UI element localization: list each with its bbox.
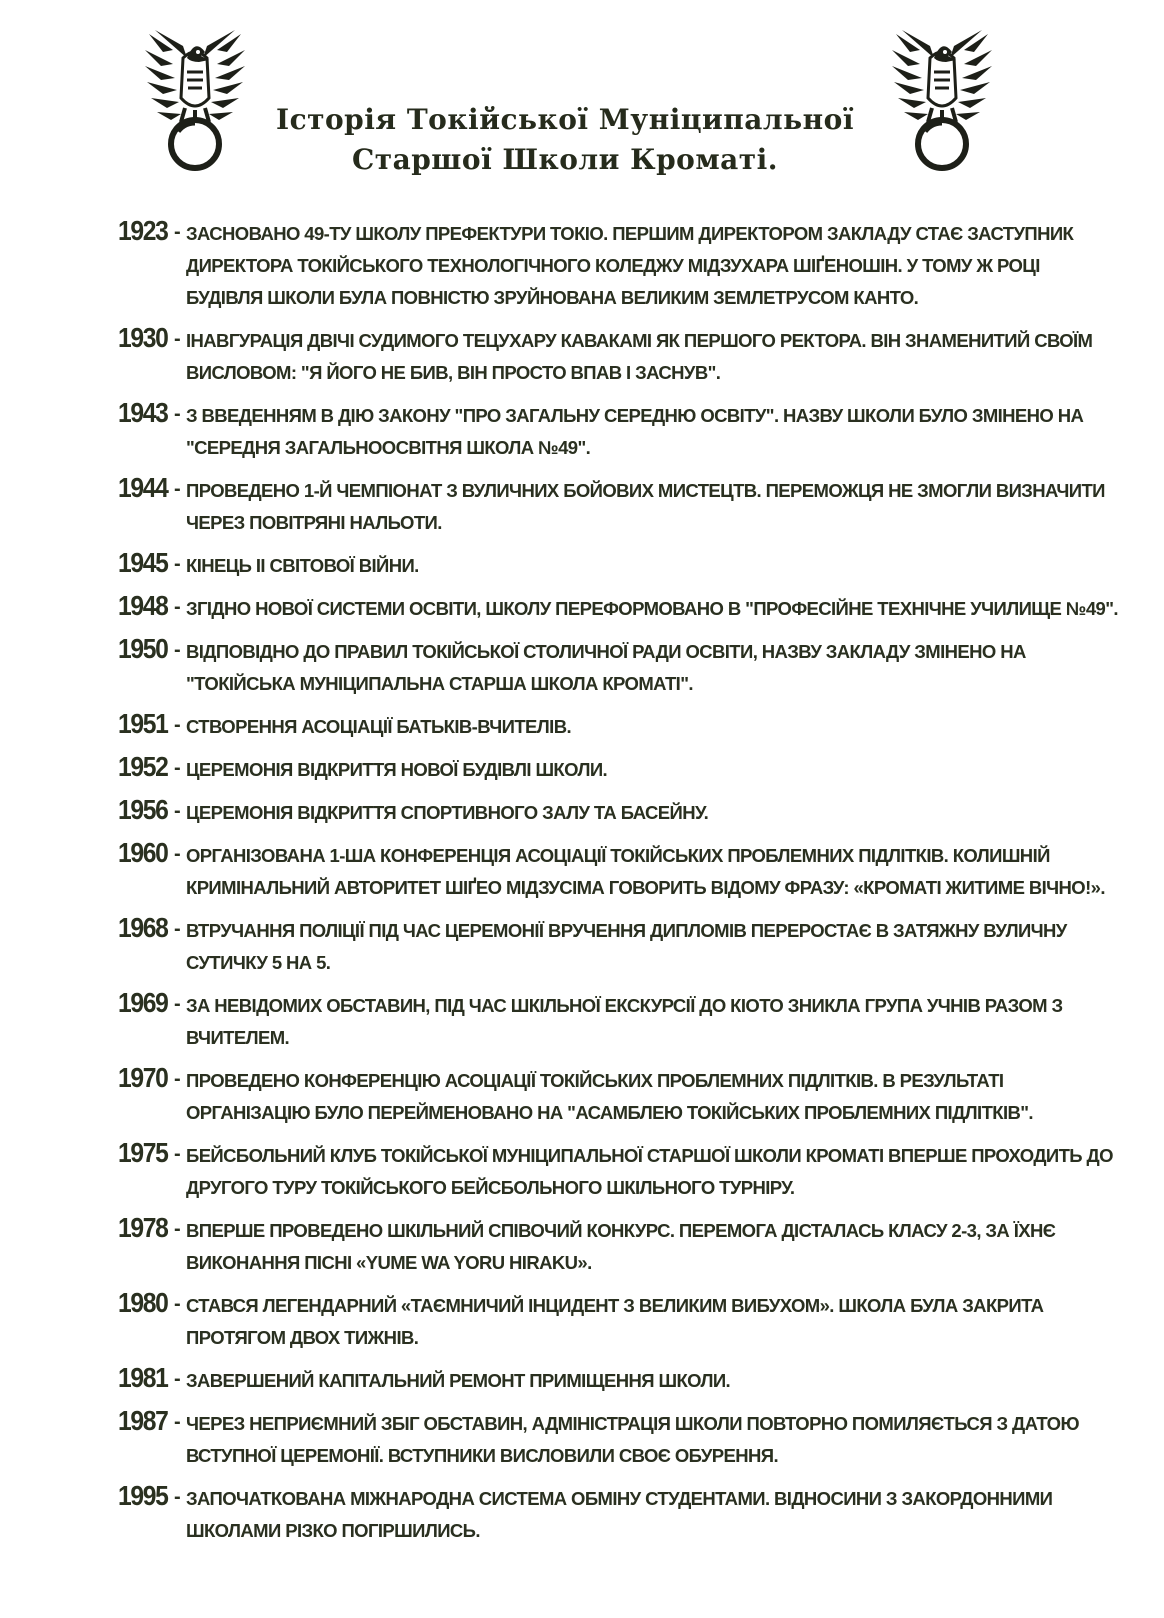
timeline-dash: - bbox=[174, 478, 181, 500]
timeline-description bbox=[186, 754, 1048, 786]
timeline-year: 1970 bbox=[118, 1062, 168, 1093]
eagle-emblem-icon bbox=[890, 28, 994, 172]
timeline-entry bbox=[118, 837, 1105, 904]
timeline-description-line: ПРОВЕДЕНО 1-Й ЧЕМПІОНАТ З ВУЛИЧНИХ БОЙОВИХ МИСТЕЦТВ. ПЕРЕМОЖЦЯ НЕ ЗМОГЛИ ВИЗНАЧИТИ bbox=[186, 480, 1105, 501]
timeline-entry bbox=[118, 397, 1084, 464]
timeline-year: 1943 bbox=[118, 397, 168, 428]
timeline-description-line: ЦЕРЕМОНІЯ ВІДКРИТТЯ НОВОЇ БУДІВЛІ ШКОЛИ. bbox=[186, 759, 608, 780]
timeline-dash: - bbox=[174, 553, 181, 575]
timeline-entry bbox=[118, 708, 1048, 743]
timeline-year: 1950 bbox=[118, 633, 168, 664]
timeline-description-line: ВЧИТЕЛЕМ. bbox=[186, 1027, 290, 1048]
timeline-description-line: ЦЕРЕМОНІЯ ВІДКРИТТЯ СПОРТИВНОГО ЗАЛУ ТА БАСЕЙНУ. bbox=[186, 802, 709, 823]
timeline-entry bbox=[118, 590, 1118, 625]
timeline-year: 1969 bbox=[118, 987, 168, 1018]
timeline-description bbox=[186, 636, 1048, 700]
timeline-year: 1987 bbox=[118, 1405, 168, 1436]
timeline-description-line: З ВВЕДЕННЯМ В ДІЮ ЗАКОНУ "ПРО ЗАГАЛЬНУ СЕРЕДНЮ ОСВІТУ". НАЗВУ ШКОЛИ БУЛО ЗМІНЕНО НА bbox=[186, 405, 1084, 426]
timeline-year: 1945 bbox=[118, 547, 168, 578]
timeline-year: 1960 bbox=[118, 837, 168, 868]
timeline-description-line: "ТОКІЙСЬКА МУНІЦИПАЛЬНА СТАРША ШКОЛА КРОМАТІ". bbox=[186, 673, 693, 694]
timeline-description-line: ЗА НЕВІДОМИХ ОБСТАВИН, ПІД ЧАС ШКІЛЬНОЇ ЕКСКУРСІЇ ДО КІОТО ЗНИКЛА ГРУПА УЧНІВ РАЗОМ З bbox=[186, 995, 1063, 1016]
timeline-entry bbox=[118, 1212, 1056, 1279]
timeline-entry bbox=[118, 1362, 1048, 1397]
timeline-description bbox=[186, 475, 1105, 539]
timeline-description-line: ВПЕРШЕ ПРОВЕДЕНО ШКІЛЬНИЙ СПІВОЧИЙ КОНКУРС. ПЕРЕМОГА ДІСТАЛАСЬ КЛАСУ 2-3, ЗА ЇХНЄ bbox=[186, 1220, 1056, 1241]
timeline-entry bbox=[118, 215, 1074, 314]
timeline-entry bbox=[118, 322, 1093, 389]
timeline-description-line: ВТРУЧАННЯ ПОЛІЦІЇ ПІД ЧАС ЦЕРЕМОНІЇ ВРУЧЕННЯ ДИПЛОМІВ ПЕРЕРОСТАЄ В ЗАТЯЖНУ ВУЛИЧНУ bbox=[186, 920, 1067, 941]
timeline-description-line: ЗАСНОВАНО 49-ТУ ШКОЛУ ПРЕФЕКТУРИ ТОКІО. ПЕРШИМ ДИРЕКТОРОМ ЗАКЛАДУ СТАЄ ЗАСТУПНИК bbox=[186, 223, 1074, 244]
timeline-description-line: ДИРЕКТОРА ТОКІЙСЬКОГО ТЕХНОЛОГІЧНОГО КОЛЕДЖУ МІДЗУХАРА ШІҐЕНОШІН. У ТОМУ Ж РОЦІ bbox=[186, 255, 1040, 276]
timeline-dash: - bbox=[174, 1411, 181, 1433]
timeline-entry bbox=[118, 912, 1067, 979]
timeline-description bbox=[186, 990, 1063, 1054]
timeline-entry bbox=[118, 1062, 1048, 1129]
timeline-dash: - bbox=[174, 1068, 181, 1090]
timeline-dash: - bbox=[174, 757, 181, 779]
timeline-description-line: ОРГАНІЗОВАНА 1-ША КОНФЕРЕНЦІЯ АСОЦІАЦІЇ ТОКІЙСЬКИХ ПРОБЛЕМНИХ ПІДЛІТКІВ. КОЛИШНІЙ bbox=[186, 845, 1050, 866]
page-title bbox=[250, 100, 880, 180]
timeline-description-line: ПРОТЯГОМ ДВОХ ТИЖНІВ. bbox=[186, 1327, 419, 1348]
timeline-entry bbox=[118, 1405, 1079, 1472]
timeline-entry bbox=[118, 1480, 1053, 1547]
timeline-year: 1948 bbox=[118, 590, 168, 621]
timeline-description-line: ІНАВГУРАЦІЯ ДВІЧІ СУДИМОГО ТЕЦУХАРУ КАВАКАМІ ЯК ПЕРШОГО РЕКТОРА. ВІН ЗНАМЕНИТИЙ СВОЇМ bbox=[186, 330, 1093, 351]
timeline-description-line: ШКОЛАМИ РІЗКО ПОГІРШИЛИСЬ. bbox=[186, 1520, 480, 1541]
timeline-dash: - bbox=[174, 1486, 181, 1508]
timeline-dash: - bbox=[174, 1218, 181, 1240]
timeline-dash: - bbox=[174, 403, 181, 425]
timeline-dash: - bbox=[174, 221, 181, 243]
page-header bbox=[0, 0, 1164, 205]
timeline-entry bbox=[118, 547, 1048, 582]
timeline-description-line: "СЕРЕДНЯ ЗАГАЛЬНООСВІТНЯ ШКОЛА №49". bbox=[186, 437, 591, 458]
timeline-entry bbox=[118, 472, 1105, 539]
timeline-dash: - bbox=[174, 800, 181, 822]
timeline-year: 1980 bbox=[118, 1287, 168, 1318]
timeline-description-line: ЗАВЕРШЕНИЙ КАПІТАЛЬНИЙ РЕМОНТ ПРИМІЩЕННЯ ШКОЛИ. bbox=[186, 1370, 731, 1391]
timeline-dash: - bbox=[174, 918, 181, 940]
timeline-description bbox=[186, 1483, 1053, 1547]
timeline-description bbox=[186, 325, 1093, 389]
timeline-dash: - bbox=[174, 843, 181, 865]
timeline-entry bbox=[118, 1287, 1048, 1354]
timeline-description bbox=[186, 1290, 1048, 1354]
title-line-2: Старшої Школи Кроматі. bbox=[351, 143, 779, 176]
timeline-description bbox=[186, 400, 1084, 464]
timeline-description-line: СТВОРЕННЯ АСОЦІАЦІЇ БАТЬКІВ-ВЧИТЕЛІВ. bbox=[186, 716, 572, 737]
timeline-entry bbox=[118, 633, 1048, 700]
history-timeline bbox=[118, 215, 1118, 1558]
timeline-description bbox=[186, 593, 1118, 625]
timeline-dash: - bbox=[174, 1368, 181, 1390]
timeline-description bbox=[186, 1140, 1113, 1204]
timeline-description-line: ЧЕРЕЗ НЕПРИЄМНИЙ ЗБІГ ОБСТАВИН, АДМІНІСТРАЦІЯ ШКОЛИ ПОВТОРНО ПОМИЛЯЄТЬСЯ З ДАТОЮ bbox=[186, 1413, 1079, 1434]
timeline-year: 1978 bbox=[118, 1212, 168, 1243]
timeline-entry bbox=[118, 1137, 1113, 1204]
timeline-dash: - bbox=[174, 1143, 181, 1165]
timeline-description bbox=[186, 711, 1048, 743]
timeline-year: 1944 bbox=[118, 472, 168, 503]
timeline-description bbox=[186, 218, 1074, 314]
timeline-description-line: ВИКОНАННЯ ПІСНІ «YUME WA YORU HIRAKU». bbox=[186, 1252, 592, 1273]
timeline-entry bbox=[118, 794, 1048, 829]
timeline-entry bbox=[118, 987, 1063, 1054]
timeline-dash: - bbox=[174, 993, 181, 1015]
timeline-description-line: ЗГІДНО НОВОЇ СИСТЕМИ ОСВІТИ, ШКОЛУ ПЕРЕФОРМОВАНО В "ПРОФЕСІЙНЕ ТЕХНІЧНЕ УЧИЛИЩЕ №49". bbox=[186, 598, 1118, 619]
timeline-description-line: ДРУГОГО ТУРУ ТОКІЙСЬКОГО БЕЙСБОЛЬНОГО ШКІЛЬНОГО ТУРНІРУ. bbox=[186, 1177, 795, 1198]
timeline-year: 1952 bbox=[118, 751, 168, 782]
timeline-description-line: ПРОВЕДЕНО КОНФЕРЕНЦІЮ АСОЦІАЦІЇ ТОКІЙСЬКИХ ПРОБЛЕМНИХ ПІДЛІТКІВ. В РЕЗУЛЬТАТІ bbox=[186, 1070, 1004, 1091]
timeline-year: 1956 bbox=[118, 794, 168, 825]
timeline-year: 1930 bbox=[118, 322, 168, 353]
timeline-description bbox=[186, 1215, 1056, 1279]
title-line-1: Історія Токійської Муніципальної bbox=[276, 103, 854, 136]
timeline-description-line: КІНЕЦЬ ІІ СВІТОВОЇ ВІЙНИ. bbox=[186, 555, 419, 576]
timeline-year: 1951 bbox=[118, 708, 168, 739]
timeline-description bbox=[186, 797, 1048, 829]
timeline-entry bbox=[118, 751, 1048, 786]
timeline-description bbox=[186, 1408, 1079, 1472]
timeline-description-line: ОРГАНІЗАЦІЮ БУЛО ПЕРЕЙМЕНОВАНО НА "АСАМБЛЕЮ ТОКІЙСЬКИХ ПРОБЛЕМНИХ ПІДЛІТКІВ". bbox=[186, 1102, 1033, 1123]
timeline-description-line: СТАВСЯ ЛЕГЕНДАРНИЙ «ТАЄМНИЧИЙ ІНЦИДЕНТ З ВЕЛИКИМ ВИБУХОМ». ШКОЛА БУЛА ЗАКРИТА bbox=[186, 1295, 1044, 1316]
timeline-description bbox=[186, 550, 1048, 582]
timeline-description-line: КРИМІНАЛЬНИЙ АВТОРИТЕТ ШІҐЕО МІДЗУСІМА ГОВОРИТЬ ВІДОМУ ФРАЗУ: «КРОМАТІ ЖИТИМЕ ВІЧНО!». bbox=[186, 877, 1105, 898]
timeline-year: 1981 bbox=[118, 1362, 168, 1393]
timeline-dash: - bbox=[174, 1293, 181, 1315]
timeline-dash: - bbox=[174, 714, 181, 736]
timeline-description-line: ЧЕРЕЗ ПОВІТРЯНІ НАЛЬОТИ. bbox=[186, 512, 442, 533]
timeline-description-line: БЕЙСБОЛЬНИЙ КЛУБ ТОКІЙСЬКОЇ МУНІЦИПАЛЬНОЇ СТАРШОЇ ШКОЛИ КРОМАТІ ВПЕРШЕ ПРОХОДИТЬ ДО bbox=[186, 1145, 1113, 1166]
timeline-year: 1968 bbox=[118, 912, 168, 943]
timeline-dash: - bbox=[174, 639, 181, 661]
timeline-description-line: БУДІВЛЯ ШКОЛИ БУЛА ПОВНІСТЮ ЗРУЙНОВАНА ВЕЛИКИМ ЗЕМЛЕТРУСОМ КАНТО. bbox=[186, 287, 919, 308]
timeline-dash: - bbox=[174, 328, 181, 350]
timeline-description-line: ВСТУПНОЇ ЦЕРЕМОНІЇ. ВСТУПНИКИ ВИСЛОВИЛИ СВОЄ ОБУРЕННЯ. bbox=[186, 1445, 779, 1466]
timeline-dash: - bbox=[174, 596, 181, 618]
timeline-description bbox=[186, 1065, 1048, 1129]
timeline-description bbox=[186, 840, 1105, 904]
timeline-description-line: СУТИЧКУ 5 НА 5. bbox=[186, 952, 331, 973]
timeline-year: 1995 bbox=[118, 1480, 168, 1511]
eagle-emblem-icon bbox=[143, 28, 247, 172]
timeline-year: 1975 bbox=[118, 1137, 168, 1168]
timeline-description-line: ВИСЛОВОМ: "Я ЙОГО НЕ БИВ, ВІН ПРОСТО ВПАВ І ЗАСНУВ". bbox=[186, 362, 721, 383]
timeline-description bbox=[186, 915, 1067, 979]
timeline-description-line: ВІДПОВІДНО ДО ПРАВИЛ ТОКІЙСЬКОЇ СТОЛИЧНОЇ РАДИ ОСВІТИ, НАЗВУ ЗАКЛАДУ ЗМІНЕНО НА bbox=[186, 641, 1026, 662]
timeline-description bbox=[186, 1365, 1048, 1397]
timeline-description-line: ЗАПОЧАТКОВАНА МІЖНАРОДНА СИСТЕМА ОБМІНУ СТУДЕНТАМИ. ВІДНОСИНИ З ЗАКОРДОННИМИ bbox=[186, 1488, 1053, 1509]
timeline-year: 1923 bbox=[118, 215, 168, 246]
